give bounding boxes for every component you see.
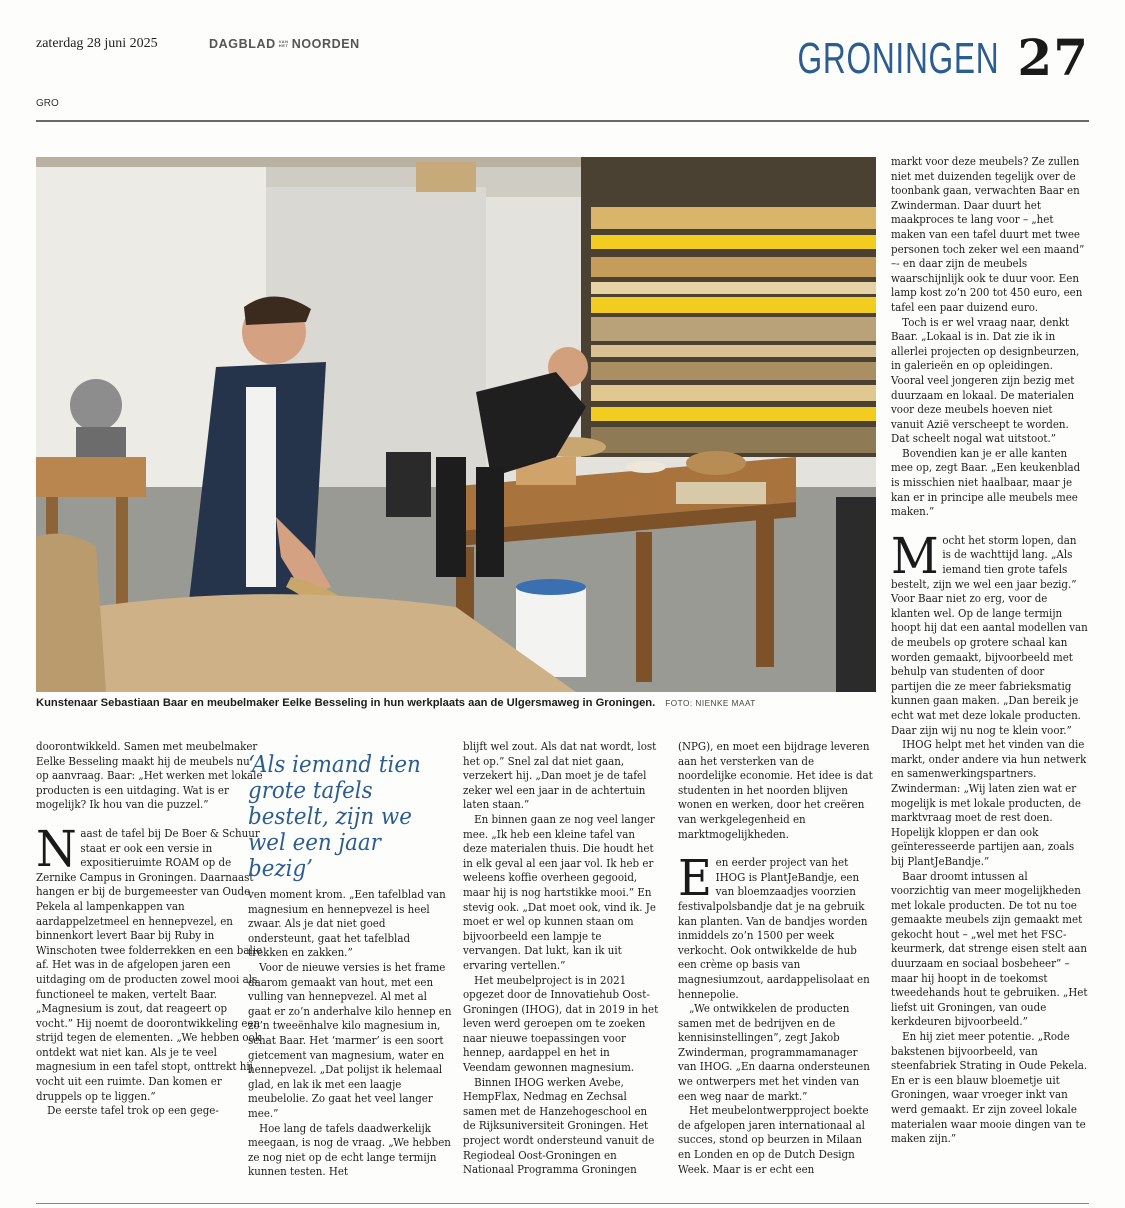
paragraph-text: aast de tafel bij De Boer & Schuur staat er ook een versie in expositieruimte ROAM op de Zernike Campus in Groningen. Daarnaast hangen er bij de burgemeester van Oude Pekela al lampenkappen van aardappelzetmeel en hennepvezel, en binnenkort levert Baar bij Ruby in Winschoten twee folderrekken en een balie af. Het was in de afgelopen jaren een uitdaging om de producten zowel mooi als functioneel te maken, vertelt Baar. „Magnesium is zout, dat reageert op vocht.” Hij noemt de doorontwikkeling een strijd tegen de elementen. „We hebben ook ontdekt wat niet kan. Als je te veel magnesium in een tafel stopt, onttrekt hij vocht uit een ruimte. Dan komen er druppels op te liggen.” [36,826,263,1103]
paragraph: Binnen IHOG werken Avebe, HempFlax, Nedmag en Zechsal samen met de Hanzehogeschool en de Rijksuniversiteit Groningen. Het project wordt ondersteund vanuit de Regiodeal Oost-Groningen en Nationaal Programma Groningen [463,1075,655,1177]
logo-word-left: DAGBLAD [209,37,276,51]
caption-text: Kunstenaar Sebastiaan Baar en meubelmaker Eelke Besseling in hun werkplaats aan de Ulgersmaweg in Groningen. [36,697,656,709]
dropcap-letter: N [36,819,77,878]
article-column-5 [891,155,1088,1147]
article-column-2 [248,888,453,1180]
paragraph: Toch is er wel vraag naar, denkt Baar. „Lokaal is in. Dat zie ik in allerlei projecten op designbeurzen, in galerieën en op opleidingen. Vooral veel jongeren zijn bezig met duurzaam en lokaal. De materialen voor deze meubels hoeven niet vanuit Azië verscheept te worden. Dat scheelt nogal wat uitstoot.” [891,315,1080,446]
paragraph: De eerste tafel trok op een gege- [47,1104,219,1118]
photo-credit: FOTO: NIENKE MAAT [665,699,756,708]
paragraph: Hoe lang de tafels daadwerkelijk meegaan, is nog de vraag. „We hebben ze nog niet op de echt lange termijn kunnen testen. Het [248,1121,451,1179]
paragraph-dropcap [678,849,873,1002]
paragraph-text: ocht het storm lopen, dan is de wachttijd lang. „Als iemand tien grote tafels bestelt, zijn we wel een jaar bezig.” Voor Baar niet zo erg, voor de klanten wel. Op de lange termijn hoopt hij dat een aantal modellen van de meubels op grotere schaal kan worden gemaakt, bijvoorbeeld met behulp van studenten of door partijen die ze meer fabrieksmatig kunnen gaan maken. „Dan bereik je echt wat met deze lokale producten. Daar zijn wij nu nog te klein voor.” [891,533,1088,737]
paragraph: ven moment krom. „Een tafelblad van magnesium en hennepvezel is heel zwaar. Als je dat niet goed ondersteunt, gaat het tafelblad trekken en zakken.” [248,888,446,960]
article-column-1 [36,740,263,1119]
paragraph-dropcap [891,526,1088,738]
paragraph: IHOG helpt met het vinden van die markt, onder andere via hun netwerk en samenwerkingspartners. Zwinderman: „Wij laten zien wat er mogelijk is met lokale producten, de marktvraag moet de rest doen. Hopelijk kloppen er dan ook geïnteresseerde partijen aan, zoals bij PlantJeBandje.” [891,738,1087,868]
workshop-photo [36,157,876,692]
paragraph: En hij ziet meer potentie. „Rode bakstenen bijvoorbeeld, van steenfabriek Strating in Oude Pekela. En er is een blauw bloemetje uit Groningen, waar vroeger inkt van werd gemaakt. Er zijn zoveel lokale materialen waar mooie dingen van te maken zijn.” [891,1030,1088,1146]
paragraph: Bovendien kan je er alle kanten mee op, zegt Baar. „Een keukenblad is misschien niet haalbaar, maar je kan er in principe alle meubels mee maken.” [891,446,1081,519]
section-title: GRONINGEN [797,34,999,83]
photo-caption [36,697,756,709]
article-column-4 [678,740,873,1177]
edition-tag: GRO [36,98,59,109]
workshop-photo-illustration [36,157,876,692]
issue-date: zaterdag 28 juni 2025 [36,36,158,51]
paragraph: Baar droomt intussen al voorzichtig van meer mogelijkheden met lokale producten. De tot nu toe gemaakte meubels zijn gemaakt met gekocht hout – „wel met het FSC-keurmerk, dat strenge eisen stelt aan duurzaam en sociaal bosbeheer” – maar hij hoopt in de toekomst tweedehands hout te gebruiken. „Het liefst uit Groningen, van oude kerkdeuren bijvoorbeeld.” [891,869,1088,1029]
newspaper-logo [209,37,360,51]
article-column-3 [463,740,658,1178]
pull-quote: ‘Als iemand tien grote tafels bestelt, zijn we wel een jaar bezig’ [248,752,421,882]
header-rule [36,120,1089,122]
paragraph: „We ontwikkelen de producten samen met de bedrijven en de kennisinstellingen”, zegt Jakob Zwinderman, programmamanager van IHOG. „En daarna ondersteunen we ontwerpers met het vinden van een weg naar de markt.” [678,1002,870,1103]
dropcap-letter: M [891,526,939,585]
page-number: 27 [1017,28,1089,87]
paragraph-text: en eerder project van het IHOG is PlantJeBandje, een van bloemzaadjes voorzien festivalpolsbandje dat je na gebruik kan planten. Van de bandjes worden inmiddels zo’n 1500 per week verkocht. Ook ontwikkelde de hub een crème op basis van magnesiumzout, aardappelisolaat en hennepolie. [678,856,870,1001]
paragraph: doorontwikkeld. Samen met meubelmaker Eelke Besseling maakt hij de meubels nu op aanvraag. Baar: „Het werken met lokale producten is een uitdaging. Wat is er mogelijk? Ik hou van die puzzel.” [36,740,263,812]
paragraph: Het meubelontwerpproject boekte de afgelopen jaren internationaal al succes, stond op beurzen in Milaan en Londen en op de Dutch Design Week. Maar is er echt een [678,1104,869,1176]
paragraph: Het meubelproject is in 2021 opgezet door de Innovatiehub Oost-Groningen (IHOG), dat in 2019 in het leven werd geroepen om te zoeken naar nieuwe toepassingen voor hennep, aardappel en het in Veendam gewonnen magnesium. [463,973,659,1075]
paragraph: Voor de nieuwe versies is het frame daarom gemaakt van hout, met een vulling van hennepvezel. Al met al gaat er zo’n anderhalve kilo hennep en zo’n tweeënhalve kilo magnesium in, schat Baar. Het ‘marmer’ is een soort gietcement van magnesium, water en hennepvezel. „Dat polijst ik helemaal glad, en lak ik met een laagje meubelolie. Zo gaat het veel langer mee.” [248,960,452,1120]
paragraph: blijft wel zout. Als dat nat wordt, lost het op.” Snel zal dat niet gaan, verzekert hij. „Dan moet je de tafel zeker wel een jaar in de achtertuin laten staan.” [463,740,657,812]
footer-rule [36,1203,1089,1204]
dropcap-letter: E [678,849,712,908]
paragraph-dropcap [36,819,263,1104]
logo-word-mid: VAN HET [278,39,289,48]
logo-word-right: NOORDEN [291,37,360,51]
paragraph: En binnen gaan ze nog veel langer mee. „Ik heb een kleine tafel van deze materialen thuis. Die houdt het in elk geval al een jaar vol. Ik heb er weleens koffie overheen gegooid, maar hij is nog hartstikke mooi.” En stevig ook. „Dat moet ook, vind ik. Je moet er wel op kunnen staan om bijvoorbeeld een lampje te vervangen. Dat lukt, kan ik uit ervaring vertellen.” [463,812,656,972]
paragraph: (NPG), en moet een bijdrage leveren aan het versterken van de noordelijke economie. Het idee is dat studenten in het noorden blijven wonen en werken, door het creëren van werkgelegenheid en marktmogelijkheden. [678,740,873,841]
paragraph: markt voor deze meubels? Ze zullen niet met duizenden tegelijk over de toonbank gaan, verwachten Baar en Zwinderman. Daar duurt het maakproces te lang voor – „het maken van een tafel duurt met twee personen toch zeker wel een maand” –- en daar zijn de meubels waarschijnlijk ook te duur voor. Een lamp kost zo’n 200 tot 450 euro, een tafel een paar duizend euro. [891,155,1085,314]
